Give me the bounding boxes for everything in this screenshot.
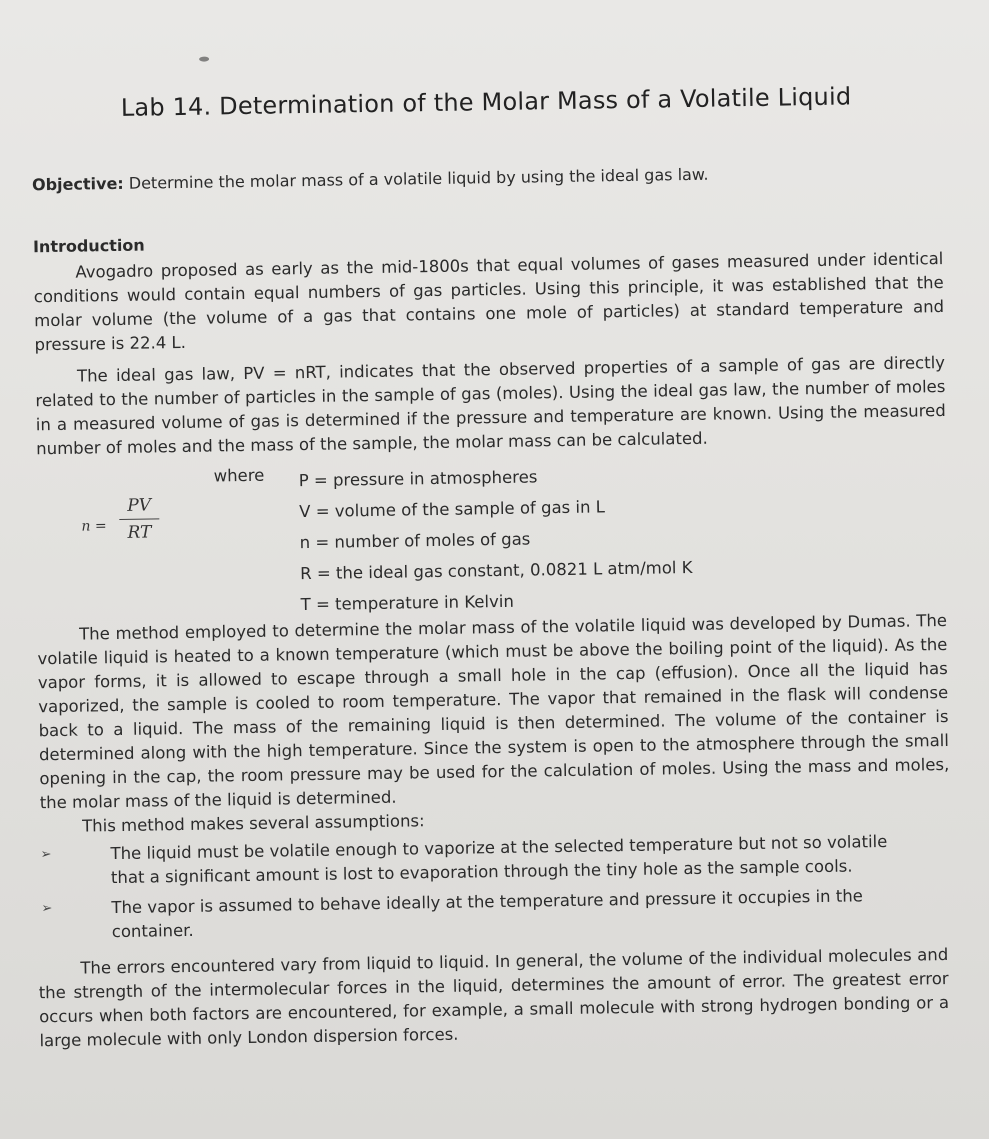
- errors-paragraph: The errors encountered vary from liquid to liquid. In general, the volume of the individual molecules and the strength of the intermolecular forces in the liquid, determines the amount of error. The greatest error occurs when both factors are encountered, for example, a small molecule with strong hydrogen bonding or a large molecule with only London dispersion forces.: [38, 945, 950, 1051]
- intro-paragraph-1: Avogadro proposed as early as the mid-1800s that equal volumes of gases measured under identical conditions would contain equal numbers of gas particles. Using this principle, it was established that the molar volume (the volume of a gas that contains one mole of particles) at standard temperature and pressure is 22.4 L.: [33, 249, 945, 355]
- definition-n: n = number of moles of gas: [299, 529, 531, 553]
- introduction-heading: Introduction: [32, 235, 145, 257]
- objective-label: Objective:: [31, 173, 124, 195]
- formula-lhs: n =: [81, 518, 107, 535]
- definition-p: P = pressure in atmospheres: [298, 467, 538, 491]
- objective-line: [32, 165, 709, 195]
- variable-definitions: [298, 459, 693, 620]
- where-label: where: [213, 465, 265, 486]
- lab-title: Lab 14. Determination of the Molar Mass of a Volatile Liquid: [120, 82, 852, 122]
- intro-paragraph-2: The ideal gas law, PV = nRT, indicates that the observed properties of a sample of gas are directly related to the number of particles in the sample of gas (moles). Using the ideal gas law, the number of moles in a measured volume of gas is determined if the pressure and temperature are known. Using the measured number of moles and the mass of the sample, the molar mass can be calculated.: [35, 352, 946, 459]
- formula-denominator: RT: [127, 522, 152, 543]
- method-paragraph: The method employed to determine the molar mass of the volatile liquid was developed by Dumas. The volatile liquid is heated to a known temperature (which must be above the boiling point of the liquid). As the vapor forms, it is allowed to escape through a small hole in the cap (effusion). Once all the liquid has vaporized, the sample is cooled to room temperature. The vapor that remained in the flask will condense back to a liquid. The mass of the remaining liquid is then determined. The volume of the container is determined along with the high temperature. Since the system is open to the atmosphere through the small opening in the cap, the room pressure may be used for the calculation of moles. Using the mass and moles, the molar mass of the liquid is determined.: [37, 610, 950, 813]
- definition-t: T = temperature in Kelvin: [300, 591, 514, 615]
- definition-r: R = the ideal gas constant, 0.0821 L atm/mol K: [300, 557, 693, 584]
- objective-text: Determine the molar mass of a volatile liquid by using the ideal gas law.: [123, 164, 709, 193]
- definition-v: V = volume of the sample of gas in L: [299, 497, 606, 522]
- ink-speck: [199, 57, 209, 62]
- formula-numerator: PV: [127, 495, 152, 516]
- assumptions-intro: This method makes several assumptions:: [81, 811, 425, 836]
- formula-fraction: [119, 495, 160, 543]
- assumption-text: The liquid must be volatile enough to vaporize at the selected temperature but not so volatile that a significant amount is lost to evaporation through the tiny hole as the sample cools.: [110, 831, 888, 888]
- arrow-bullet-icon: ➢: [40, 847, 52, 863]
- arrow-bullet-icon: ➢: [41, 901, 53, 917]
- assumption-text: The vapor is assumed to behave ideally at the temperature and pressure it occupies in the container.: [111, 886, 863, 942]
